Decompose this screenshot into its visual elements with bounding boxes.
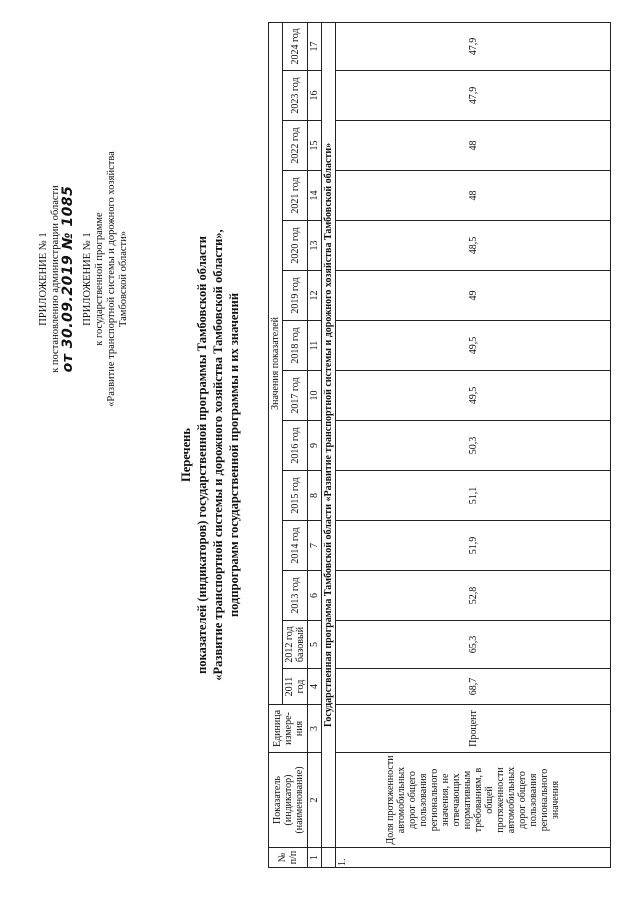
indicator-value: 51,1 (336, 471, 611, 521)
column-number: 14 (308, 171, 322, 221)
title-line-2: показателей (индикаторов) государственной программы Тамбовской области (195, 236, 209, 674)
indicator-value: 68,7 (336, 669, 611, 705)
header-values-group: Значения показателей (269, 22, 283, 704)
indicator-value: 48 (336, 121, 611, 171)
program-row (322, 22, 336, 867)
indicator-value: 48,5 (336, 221, 611, 271)
year-header: 2019 год (283, 271, 308, 321)
appendix-label: ПРИЛОЖЕНИЕ № 1 (38, 232, 49, 326)
program-line-1: к государственной программе (94, 212, 105, 346)
indicator-value: 49 (336, 271, 611, 321)
indicator-value: 65,3 (336, 621, 611, 669)
column-number: 12 (308, 271, 322, 321)
year-header: 2020 год (283, 221, 308, 271)
column-number: 15 (308, 121, 322, 171)
appendix2-label: ПРИЛОЖЕНИЕ № 1 (82, 232, 93, 326)
indicator-value: 47,9 (336, 22, 611, 70)
year-header: 2018 год (283, 321, 308, 371)
year-header: 2022 год (283, 121, 308, 171)
column-number: 5 (308, 621, 322, 669)
indicators-table (268, 22, 611, 868)
title-line-4: подпрограмм государственной программы и их значений (227, 292, 241, 618)
column-number: 11 (308, 321, 322, 371)
indicator-value: 47,9 (336, 71, 611, 121)
year-header: 2021 год (283, 171, 308, 221)
column-number: 7 (308, 521, 322, 571)
column-number: 8 (308, 471, 322, 521)
header-indicator: Показатель (индикатор) (наименование) (269, 753, 308, 848)
year-header: 2012 год базовый (283, 621, 308, 669)
header-no: № п/п (269, 848, 308, 868)
year-header: 2017 год (283, 371, 308, 421)
indicator-value: 48 (336, 171, 611, 221)
column-number: 4 (308, 669, 322, 705)
indicator-value: 52,8 (336, 571, 611, 621)
year-header: 2024 год (283, 22, 308, 70)
year-header: 2011 год (283, 669, 308, 705)
table-header-row (269, 22, 283, 867)
column-number: 13 (308, 221, 322, 271)
program-line-3: Тамбовской области» (118, 230, 129, 328)
year-header: 2023 год (283, 71, 308, 121)
year-header: 2014 год (283, 521, 308, 571)
column-number: 1 (308, 848, 322, 868)
column-number: 6 (308, 571, 322, 621)
year-header: 2016 год (283, 421, 308, 471)
program-name: Государственная программа Тамбовской области «Развитие транспортной системы и дорожного хозяйства Тамбовской области» (322, 22, 336, 847)
column-number: 9 (308, 421, 322, 471)
column-number: 3 (308, 705, 322, 753)
year-header: 2013 год (283, 571, 308, 621)
column-number: 16 (308, 71, 322, 121)
indicator-value: 49,5 (336, 321, 611, 371)
indicator-value: 49,5 (336, 371, 611, 421)
indicator-value: 51,9 (336, 521, 611, 571)
column-number: 17 (308, 22, 322, 70)
program-row-spacer (322, 848, 336, 868)
title-line-3: «Развитие транспортной системы и дорожного хозяйства Тамбовской области», (211, 229, 225, 681)
decree-line: к постановлению администрации области (50, 185, 61, 373)
header-unit: Единица измере-ния (269, 705, 308, 753)
table-row (336, 22, 611, 867)
document-title (178, 45, 242, 865)
indicator-name: Доля протяженности автомобильных дорог общего пользования регионального значения, не отвечающих нормативным требованиям, в общей протяженности автомобильных дорог общего пользования регионального значения (336, 753, 611, 848)
column-numbers-row (308, 22, 322, 867)
program-line-2: «Развитие транспортной системы и дорожного хозяйства (106, 151, 117, 407)
year-header: 2015 год (283, 471, 308, 521)
column-number: 10 (308, 371, 322, 421)
unit: Процент (336, 705, 611, 753)
column-number: 2 (308, 753, 322, 848)
row-number: 1. (336, 848, 611, 868)
appendix-header (38, 44, 74, 514)
title-line-1: Перечень (179, 428, 193, 482)
indicator-value: 50,3 (336, 421, 611, 471)
program-appendix-header (82, 44, 130, 514)
decree-date-number: от 30.09.2019 № 1085 (60, 185, 76, 373)
